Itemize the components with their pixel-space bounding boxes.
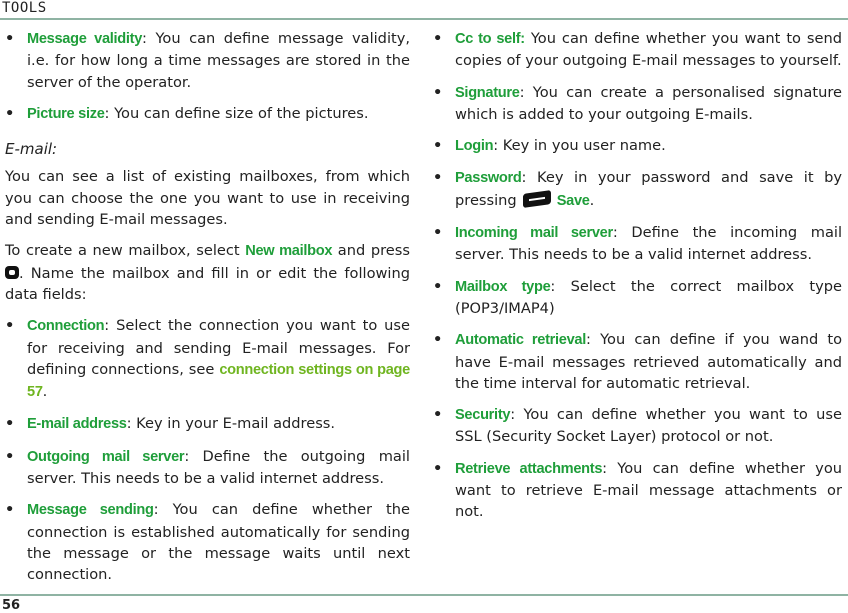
paragraph <box>5 240 410 305</box>
term-security: Security <box>455 407 511 424</box>
term-picture-size: Picture size <box>27 105 105 122</box>
bullet-icon: • <box>5 30 15 47</box>
bullet-icon: • <box>433 331 443 349</box>
term-mailbox-type: Mailbox type <box>455 278 551 295</box>
left-soft-key-icon <box>523 190 551 208</box>
left-column <box>5 28 410 596</box>
page-footer <box>0 590 848 612</box>
item-text: . <box>42 383 48 401</box>
bullet-icon: • <box>433 30 443 47</box>
item-text: : Select the correct mailbox type (POP3/IMAP4) <box>455 277 842 317</box>
section-title: TOOLS <box>2 0 47 16</box>
list-item <box>433 167 842 212</box>
bullet-icon: • <box>433 277 443 295</box>
item-text: : Key in your password and save it by pressing <box>455 169 842 209</box>
list-item <box>433 329 842 394</box>
bullet-icon: • <box>433 406 443 424</box>
page-header <box>0 0 848 20</box>
email-heading: E-mail: <box>5 140 58 159</box>
term-message-validity: Message validity <box>27 31 143 47</box>
term-retrieve-attachments: Retrieve attachments <box>455 460 603 477</box>
bullet-icon: • <box>5 104 15 122</box>
item-text: : Key in you user name. <box>493 137 666 155</box>
round-select-key-icon <box>5 266 19 279</box>
term-outgoing-mail-server: Outgoing mail server <box>27 448 185 465</box>
bullet-icon: • <box>5 317 15 335</box>
term-login: Login <box>455 138 494 155</box>
list-item <box>5 446 410 490</box>
paragraph-text: To create a new mailbox, select <box>5 242 246 260</box>
list-item <box>433 458 842 523</box>
list-item <box>5 315 410 403</box>
list-item <box>5 499 410 585</box>
list-item <box>433 28 842 72</box>
item-text: You can define whether you want to send copies of your outgoing E-mail messages to yourself. <box>455 30 843 70</box>
term-connection: Connection <box>27 318 105 335</box>
list-item <box>433 222 842 266</box>
item-text: : You can create a personalised signature which is added to your outgoing E-mails. <box>455 83 842 123</box>
list-item <box>5 413 410 435</box>
bullet-icon: • <box>5 447 15 465</box>
bullet-icon: • <box>433 459 443 477</box>
connection-settings-link[interactable]: connection settings on page 57 <box>27 361 410 401</box>
bullet-icon: • <box>5 415 15 433</box>
term-incoming-mail-server: Incoming mail server <box>455 225 613 242</box>
item-text: : You can define whether you want to use SSL (Security Socket Layer) protocol or not. <box>455 406 842 446</box>
item-text: : You can define if you wand to have E-mail messages retrieved automatically and the time interval for automatic retrieval. <box>455 331 843 392</box>
term-cc-to-self: Cc to self: <box>455 31 525 47</box>
term-automatic-retrieval: Automatic retrieval <box>455 332 587 349</box>
list-item <box>5 103 410 125</box>
item-text: . <box>589 191 595 209</box>
item-text: : You can define message validity, i.e. for how long a time messages are stored in the server of the operator. <box>27 30 410 91</box>
term-signature: Signature <box>455 84 520 101</box>
item-text: : You can define whether you want to retrieve E-mail message attachments or not. <box>455 459 842 521</box>
item-text: : You can define whether the connection is established automatically for sending the message or the message waits until next connection. <box>27 501 410 584</box>
bullet-icon: • <box>433 224 443 242</box>
item-text: : Define the outgoing mail server. This needs to be a valid internet address. <box>27 447 410 488</box>
item-text: : Define the incoming mail server. This needs to be a valid internet address. <box>455 224 842 264</box>
term-email-address: E-mail address <box>27 416 127 433</box>
paragraph: You can see a list of existing mailboxes, from which you can choose the one you want to use in receiving and sending E-mail messages. <box>5 168 410 229</box>
term-message-sending: Message sending <box>27 502 154 519</box>
term-password: Password <box>455 170 522 187</box>
term-save: Save <box>556 192 590 209</box>
list-item <box>433 276 842 320</box>
list-item <box>433 82 842 126</box>
item-text: : You can define size of the pictures. <box>104 104 369 122</box>
bullet-icon: • <box>433 137 443 155</box>
item-text: : Select the connection you want to use for receiving and sending E-mail messages. For defining connections, see <box>27 317 410 378</box>
bullet-icon: • <box>433 83 443 101</box>
paragraph-text: . Name the mailbox and fill in or edit the following data fields: <box>5 264 410 303</box>
item-text: : Key in your E-mail address. <box>126 415 336 433</box>
bullet-icon: • <box>5 501 15 519</box>
paragraph-text: and press <box>332 242 410 260</box>
header-rule <box>0 18 848 20</box>
footer-rule <box>0 594 848 596</box>
list-item <box>5 28 410 93</box>
list-item <box>433 135 842 157</box>
right-column <box>433 28 842 533</box>
bullet-icon: • <box>433 169 443 187</box>
list-item <box>433 404 842 448</box>
page-number: 56 <box>2 598 21 613</box>
term-new-mailbox: New mailbox <box>245 243 333 260</box>
